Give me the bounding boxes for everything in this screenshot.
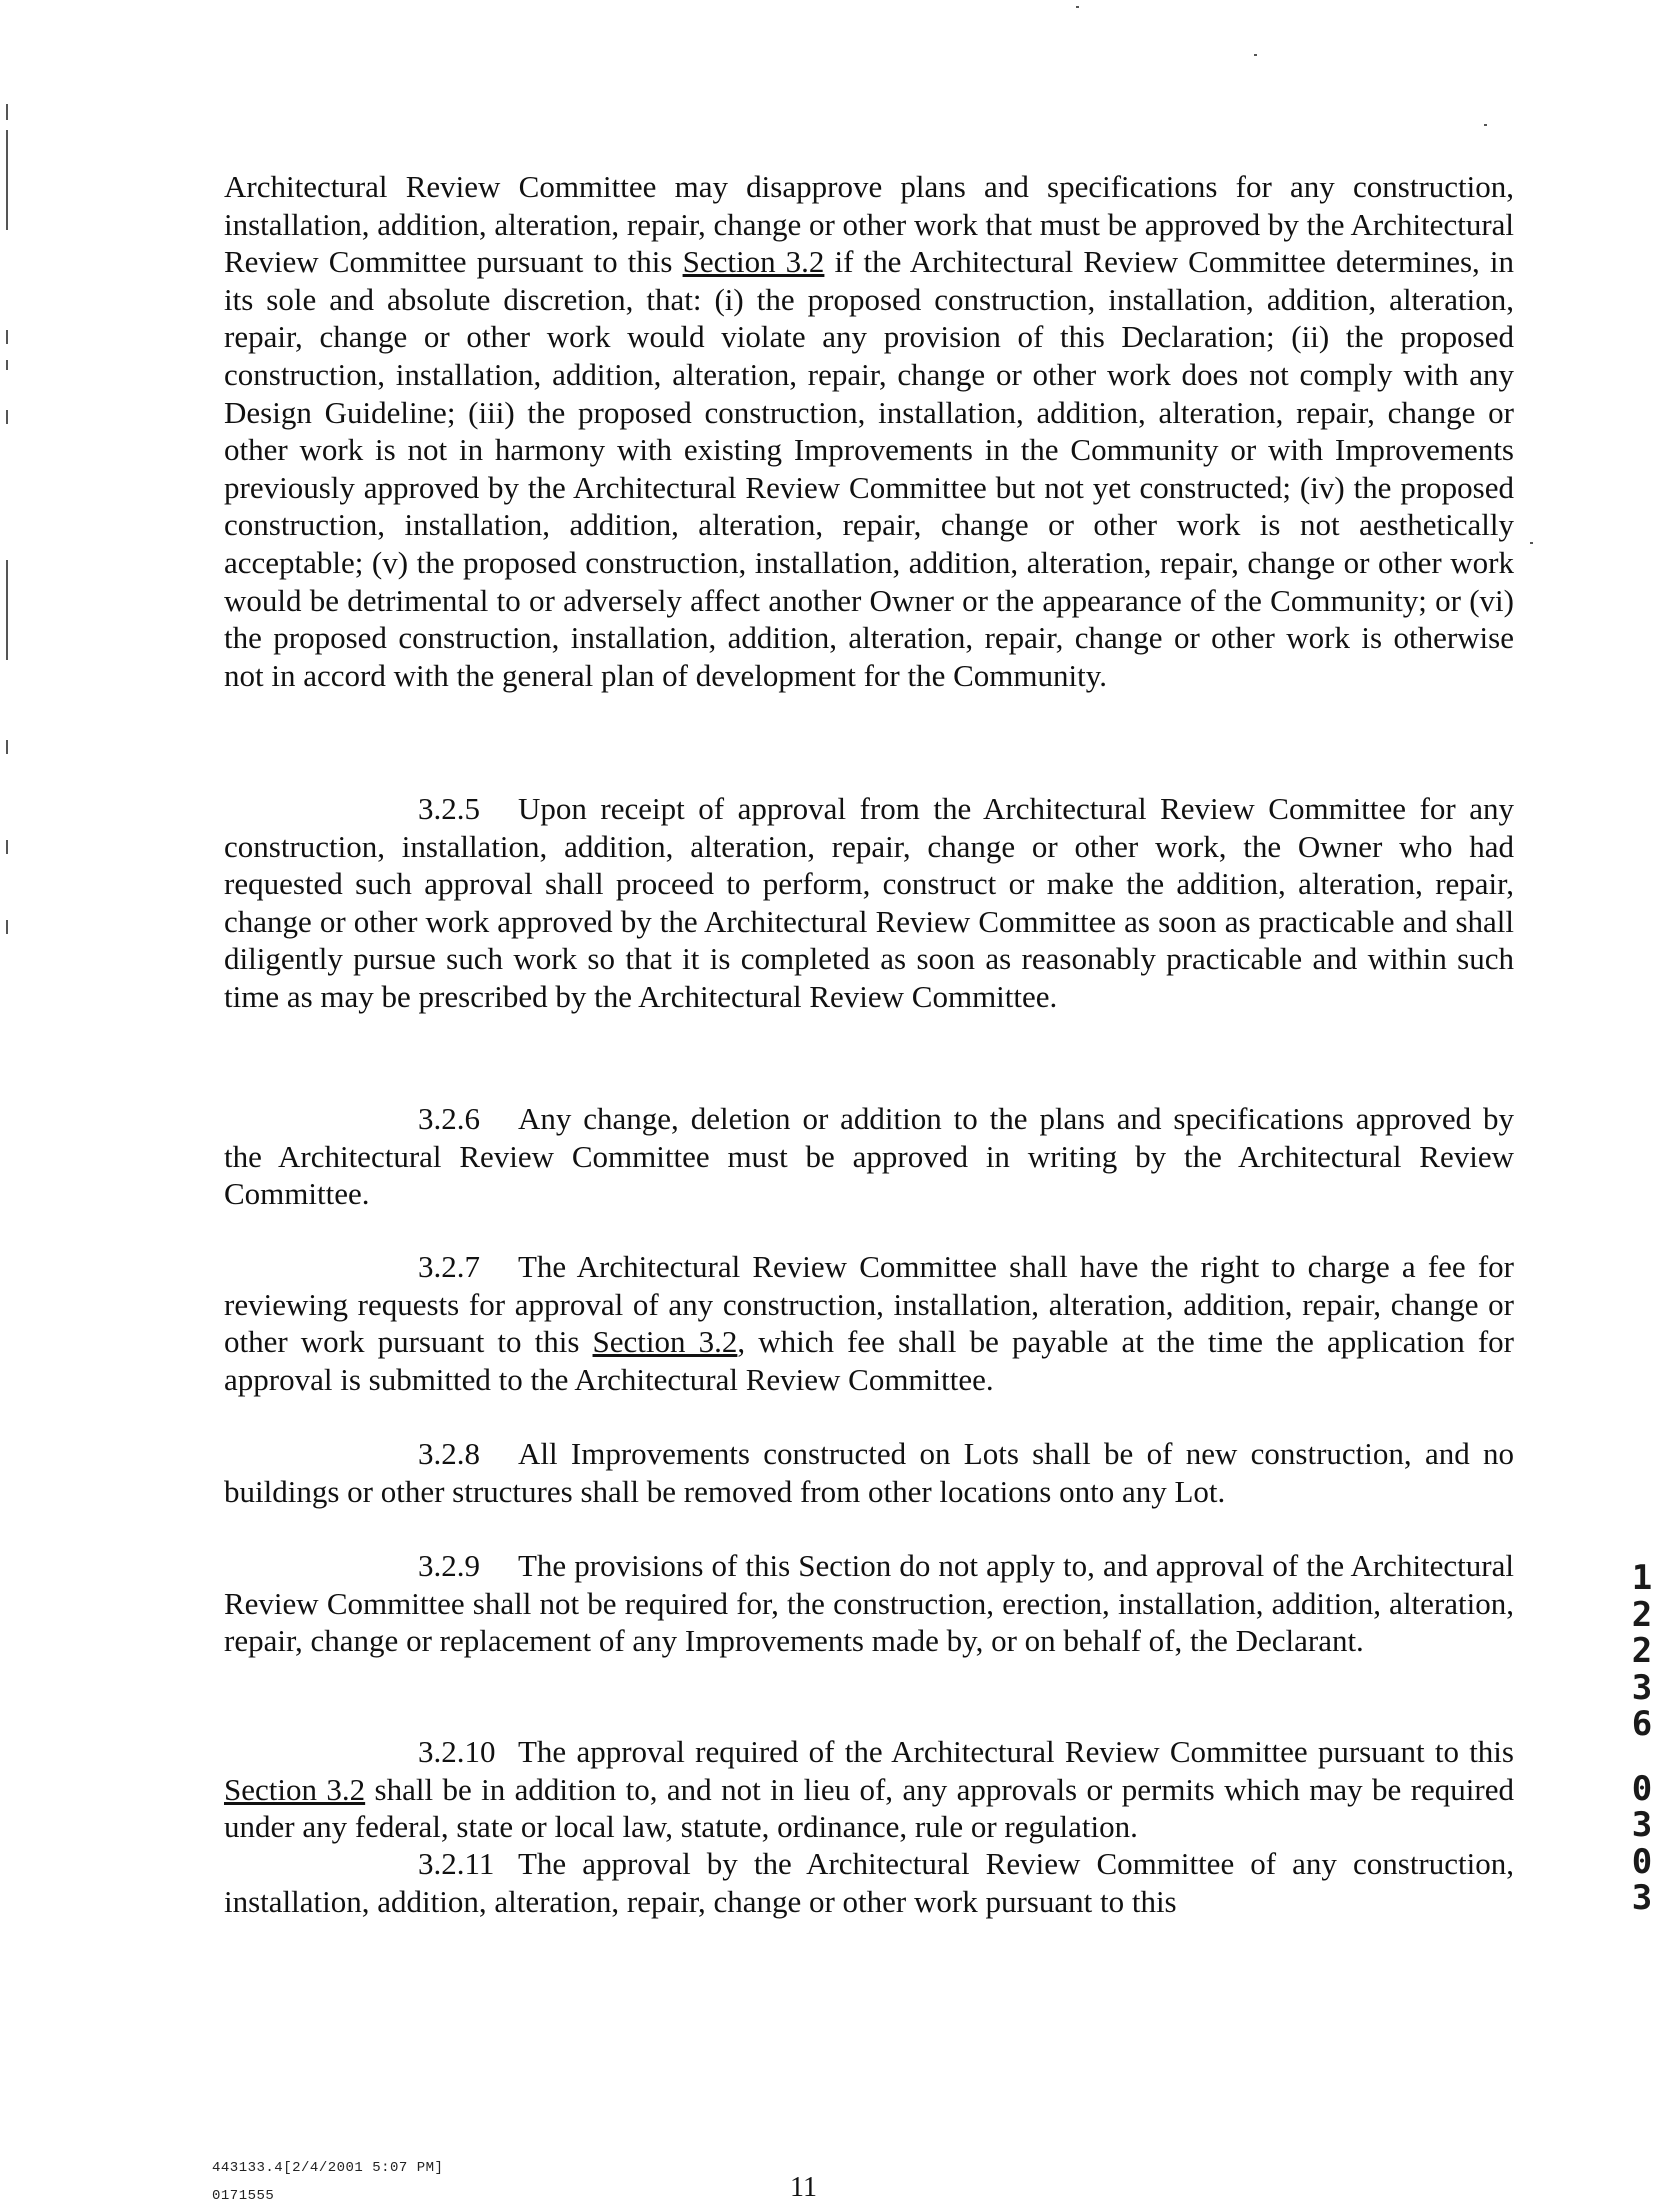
scan-mark bbox=[6, 104, 8, 120]
scan-speck bbox=[1530, 542, 1533, 544]
section-3-2-6 bbox=[224, 1100, 1514, 1213]
intro-text-b: if the Architectural Review Committee determines, in its sole and absolute discretion, that: (i) the proposed construction, installation, addition, alteration, repair, change or other work would violate any provision of this Declaration; (ii) the proposed construction, installation, addition, alteration, repair, change or other work does not comply with any Design Guideline; (iii) the proposed construction, installation, addition, alteration, repair, change or other work is not in harmony with existing Improvements in the Community or with Improvements previously approved by the Architectural Review Committee but not yet constructed; (iv) the proposed construction, installation, addition, alteration, repair, change or other work is not aesthetically acceptable; (v) the proposed construction, installation, addition, alteration, repair, change or other work would be detrimental to or adversely affect another Owner or the appearance of the Community; or (vi) the proposed construction, installation, addition, alteration, repair, change or other work is otherwise not in accord with the general plan of development for the Community. bbox=[224, 244, 1514, 693]
scan-mark bbox=[6, 560, 8, 660]
page-number: 11 bbox=[790, 2172, 817, 2203]
scan-mark bbox=[6, 130, 8, 230]
scan-mark bbox=[6, 330, 8, 344]
section-text-b: shall be in addition to, and not in lieu of, any approvals or permits which may be required under any federal, state or local law, statute, ordinance, rule or regulation. bbox=[224, 1771, 1514, 1845]
section-number: 3.2.11 bbox=[418, 1846, 495, 1881]
scan-speck bbox=[1484, 124, 1487, 126]
stamp-digit: 6 bbox=[1631, 1704, 1653, 1744]
footer-client-code: 0171555 bbox=[212, 2188, 275, 2204]
intro-text-a: Architectural Review Committee may disapprove plans and specifications for any construction, installation, addition, alteration, repair, change or other work that must be approved by the Architectural Review Committee pursuant to this bbox=[224, 169, 1515, 280]
stamp-digit: 3 bbox=[1631, 1667, 1653, 1708]
section-3-2-5 bbox=[224, 790, 1514, 1016]
section-3-2-8 bbox=[224, 1435, 1514, 1510]
stamp-digit: 1 bbox=[1631, 1558, 1653, 1598]
section-number: 3.2.6 bbox=[418, 1101, 480, 1136]
section-text-a: The Architectural Review Committee shall have the right to charge a fee for reviewing requests for approval of any construction, installation, alteration, addition, repair, change or other work pursuant to this bbox=[224, 1249, 1514, 1360]
section-reference: Section 3.2 bbox=[592, 1324, 738, 1360]
stamp-digit: 0 bbox=[1631, 1841, 1653, 1882]
section-text: The provisions of this Section do not apply to, and approval of the Architectural Review Committee shall not be required for, the construction, erection, installation, addition, alteration, repair, change or replacement of any Improvements made by, or on behalf of, the Declarant. bbox=[224, 1548, 1514, 1659]
section-number: 3.2.8 bbox=[418, 1436, 480, 1471]
section-reference: Section 3.2 bbox=[682, 244, 825, 280]
section-3-2-11 bbox=[224, 1845, 1514, 1920]
footer-document-code: 443133.4[2/4/2001 5:07 PM] bbox=[212, 2160, 444, 2176]
recording-number-stamp bbox=[1622, 1560, 1662, 1917]
section-3-2-10 bbox=[224, 1733, 1514, 1846]
section-text-a: The approval required of the Architectural Review Committee pursuant to this bbox=[518, 1734, 1514, 1769]
section-reference: Section 3.2 bbox=[224, 1771, 366, 1807]
section-number: 3.2.10 bbox=[418, 1734, 496, 1769]
stamp-digit: 3 bbox=[1631, 1805, 1653, 1845]
section-text-b: , which fee shall be payable at the time the application for approval is submitted to the Architectural Review Committee. bbox=[224, 1324, 1514, 1397]
stamp-digit: 2 bbox=[1631, 1594, 1653, 1635]
scan-mark bbox=[6, 840, 8, 854]
intro-paragraph bbox=[224, 168, 1514, 694]
section-text: All Improvements constructed on Lots shall be of new construction, and no buildings or other structures shall be removed from other locations onto any Lot. bbox=[224, 1436, 1514, 1509]
section-3-2-7 bbox=[224, 1248, 1514, 1398]
section-3-2-9 bbox=[224, 1547, 1514, 1660]
scan-mark bbox=[6, 360, 8, 370]
stamp-digit: 2 bbox=[1631, 1631, 1653, 1671]
stamp-gap bbox=[1622, 1743, 1662, 1771]
scan-speck bbox=[1076, 6, 1079, 8]
stamp-digit: 3 bbox=[1631, 1878, 1653, 1918]
stamp-digit: 0 bbox=[1631, 1768, 1653, 1809]
scan-mark bbox=[6, 920, 8, 934]
scan-mark bbox=[6, 410, 8, 424]
scan-speck bbox=[1254, 54, 1257, 56]
section-number: 3.2.7 bbox=[418, 1249, 480, 1284]
scan-mark bbox=[6, 740, 8, 754]
section-number: 3.2.5 bbox=[418, 791, 480, 826]
section-text: Upon receipt of approval from the Architectural Review Committee for any construction, installation, addition, alteration, repair, change or other work, the Owner who had requested such approval shall proceed to perform, construct or make the addition, alteration, repair, change or other work approved by the Architectural Review Committee as soon as practicable and shall diligently pursue such work so that it is completed as soon as reasonably practicable and within such time as may be prescribed by the Architectural Review Committee. bbox=[224, 791, 1514, 1014]
section-text: The approval by the Architectural Review Committee of any construction, installation, addition, alteration, repair, change or other work pursuant to this bbox=[224, 1846, 1514, 1919]
section-number: 3.2.9 bbox=[418, 1548, 480, 1583]
section-text: Any change, deletion or addition to the plans and specifications approved by the Architectural Review Committee must be approved in writing by the Architectural Review Committee. bbox=[224, 1101, 1514, 1212]
